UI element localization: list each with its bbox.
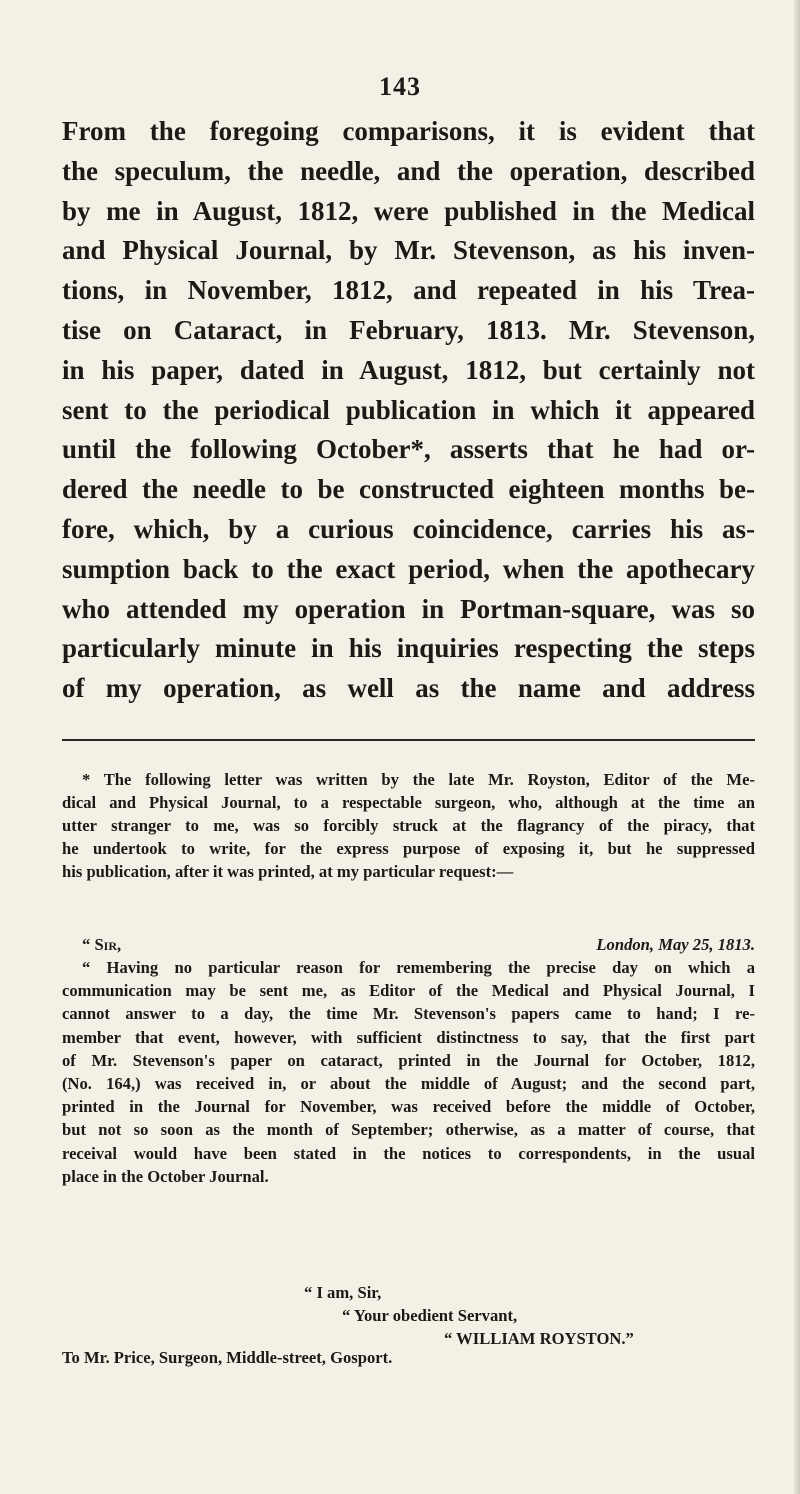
page-number: 143	[379, 72, 421, 101]
main-line: particularly minute in his inquiries respecting the steps	[62, 633, 755, 664]
letter-line: “ Having no particular reason for remembering the precise day on which a	[82, 958, 755, 977]
letter-line: but not so soon as the month of September; otherwise, as a matter of course, that	[62, 1120, 755, 1140]
main-line: tions, in November, 1812, and repeated in his Trea-	[62, 275, 755, 306]
main-line: From the foregoing comparisons, it is evident that	[62, 116, 755, 146]
main-paragraph	[62, 112, 755, 709]
letter-line: member that event, however, with sufficient distinctness to say, that the first part	[62, 1027, 755, 1047]
footnote-line: he undertook to write, for the express purpose of exposing it, but he suppressed	[62, 839, 755, 858]
main-line: and Physical Journal, by Mr. Stevenson, as his inven-	[62, 235, 755, 266]
main-line: who attended my operation in Portman-square, was so	[62, 593, 755, 624]
main-line: until the following October*, asserts that he had or-	[62, 434, 755, 465]
letter-line: of Mr. Stevenson's paper on cataract, printed in the Journal for October, 1812,	[62, 1050, 755, 1070]
main-line: sumption back to the exact period, when the apothecary	[62, 553, 755, 584]
main-line: by me in August, 1812, were published in the Medical	[62, 195, 755, 226]
footnote-line: utter stranger to me, was so forcibly struck at the flagrancy of the piracy, that	[62, 816, 755, 835]
main-line: tise on Cataract, in February, 1813. Mr. Stevenson,	[62, 314, 755, 345]
letter-line: printed in the Journal for November, was received before the middle of October,	[62, 1097, 755, 1117]
footnote-divider	[62, 739, 755, 741]
letter-closing-servant: “ Your obedient Servant,	[342, 1306, 518, 1325]
main-line: sent to the periodical publication in which it appeared	[62, 394, 755, 425]
footnote-line: * The following letter was written by the late Mr. Royston, Editor of the Me-	[82, 770, 755, 789]
letter-line: receival would have been stated in the notices to correspondents, in the usual	[62, 1143, 755, 1163]
letter-body	[62, 956, 755, 1188]
main-line: of my operation, as well as the name and address	[62, 673, 755, 704]
letter-line: communication may be sent me, as Editor of the Medical and Physical Journal, I	[62, 981, 755, 1001]
letter-dateline: London, May 25, 1813.	[596, 935, 755, 954]
main-line: in his paper, dated in August, 1812, but certainly not	[62, 354, 755, 385]
letter-line: cannot answer to a day, the time Mr. Stevenson's papers came to hand; I re-	[62, 1004, 755, 1024]
footnote-line: his publication, after it was printed, at my particular request:—	[62, 862, 514, 881]
letter-signature: “ WILLIAM ROYSTON.”	[444, 1329, 634, 1348]
letter-line: place in the October Journal.	[62, 1166, 269, 1186]
footnote-line: dical and Physical Journal, to a respectable surgeon, who, although at the time an	[62, 793, 755, 812]
footnote	[62, 768, 755, 883]
main-line: dered the needle to be constructed eighteen months be-	[62, 474, 755, 505]
letter-closing: “ I am, Sir,	[304, 1283, 382, 1302]
main-line: the speculum, the needle, and the operation, described	[62, 155, 755, 186]
page-edge	[794, 0, 800, 1494]
letter-address: To Mr. Price, Surgeon, Middle-street, Gosport.	[62, 1348, 393, 1367]
main-line: fore, which, by a curious coincidence, carries his as-	[62, 513, 755, 544]
letter-line: (No. 164,) was received in, or about the middle of August; and the second part,	[62, 1074, 755, 1094]
letter-salutation: “ Sir,	[82, 935, 122, 954]
